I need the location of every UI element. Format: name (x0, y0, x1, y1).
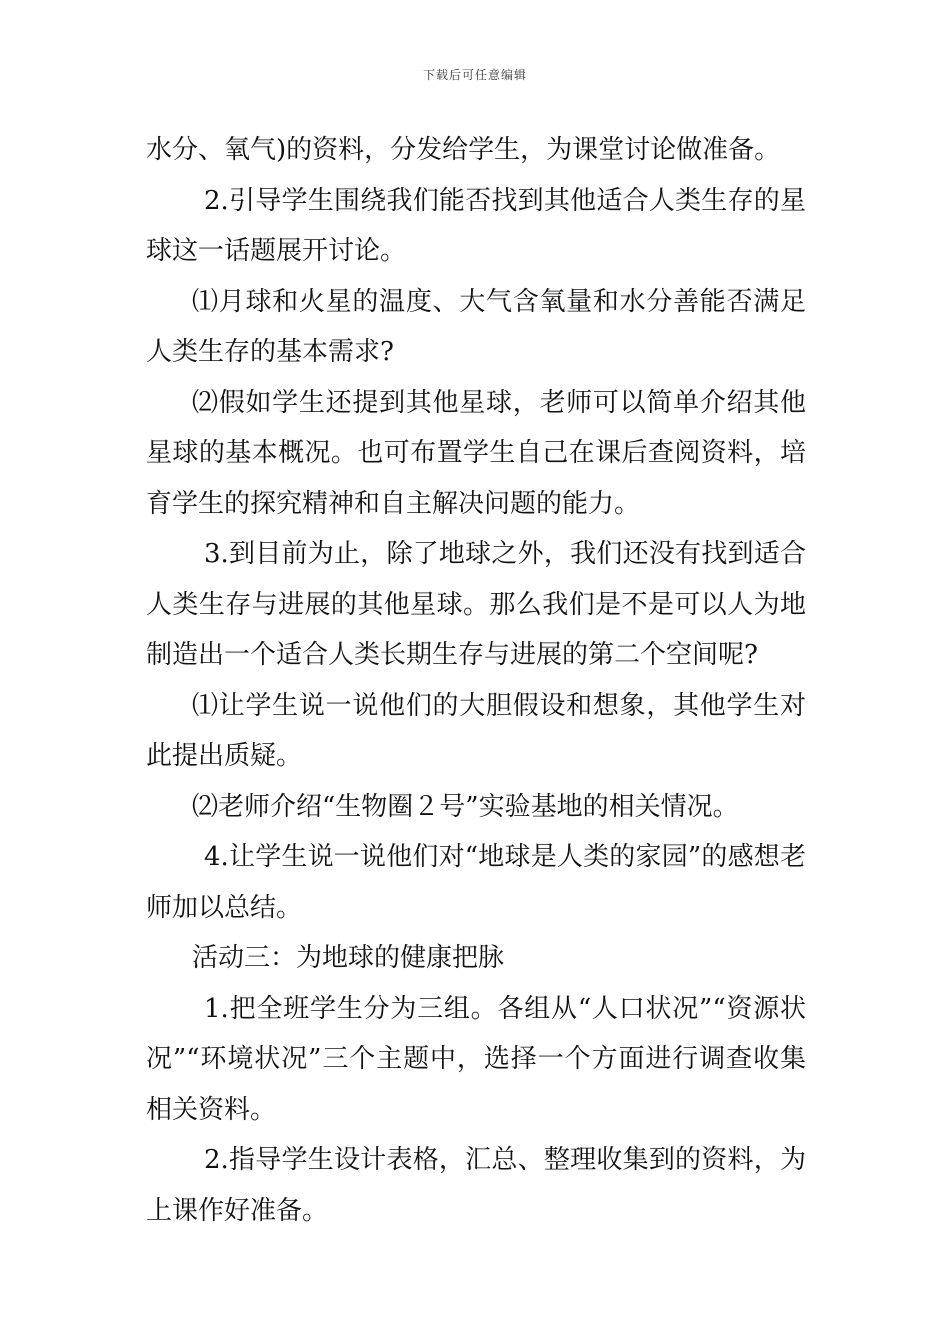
paragraph-1: 水分、氧气)的资料，分发给学生，为课堂讨论做准备。 (146, 135, 781, 165)
paragraph-4: ⑵假如学生还提到其他星球，老师可以简单介绍其他星球的基本概况。也可布置学生自己在课后查阅资料，培育学生的探究精神和自主解决问题的能力。 (146, 387, 806, 519)
document-body (146, 125, 806, 1236)
section-heading: 活动三：为地球的健康把脉 (192, 943, 505, 973)
paragraph-3: ⑴月球和火星的温度、大气含氧量和水分善能否满足人类生存的基本需求? (146, 286, 806, 367)
paragraph-2: 2.引导学生围绕我们能否找到其他适合人类生存的星球这一话题展开讨论。 (146, 185, 806, 266)
paragraph-9: 1.把全班学生分为三组。各组从“人口状况”“资源状况”“环境状况”三个主题中，选择一个方面进行调查收集相关资料。 (146, 993, 806, 1125)
paragraph-10: 2.指导学生设计表格，汇总、整理收集到的资料，为上课作好准备。 (146, 1145, 806, 1226)
paragraph-5: 3.到目前为止，除了地球之外，我们还没有找到适合人类生存与进展的其他星球。那么我们是不是可以人为地制造出一个适合人类长期生存与进展的第二个空间呢? (146, 539, 806, 670)
paragraph-6: ⑴让学生说一说他们的大胆假设和想象，其他学生对此提出质疑。 (146, 690, 806, 771)
page-header: 下载后可任意编辑 (422, 68, 527, 82)
paragraph-7: ⑵老师介绍“生物圈２号”实验基地的相关情况。 (192, 791, 739, 822)
paragraph-8: 4.让学生说一说他们对“地球是人类的家园”的感想老师加以总结。 (146, 842, 806, 923)
